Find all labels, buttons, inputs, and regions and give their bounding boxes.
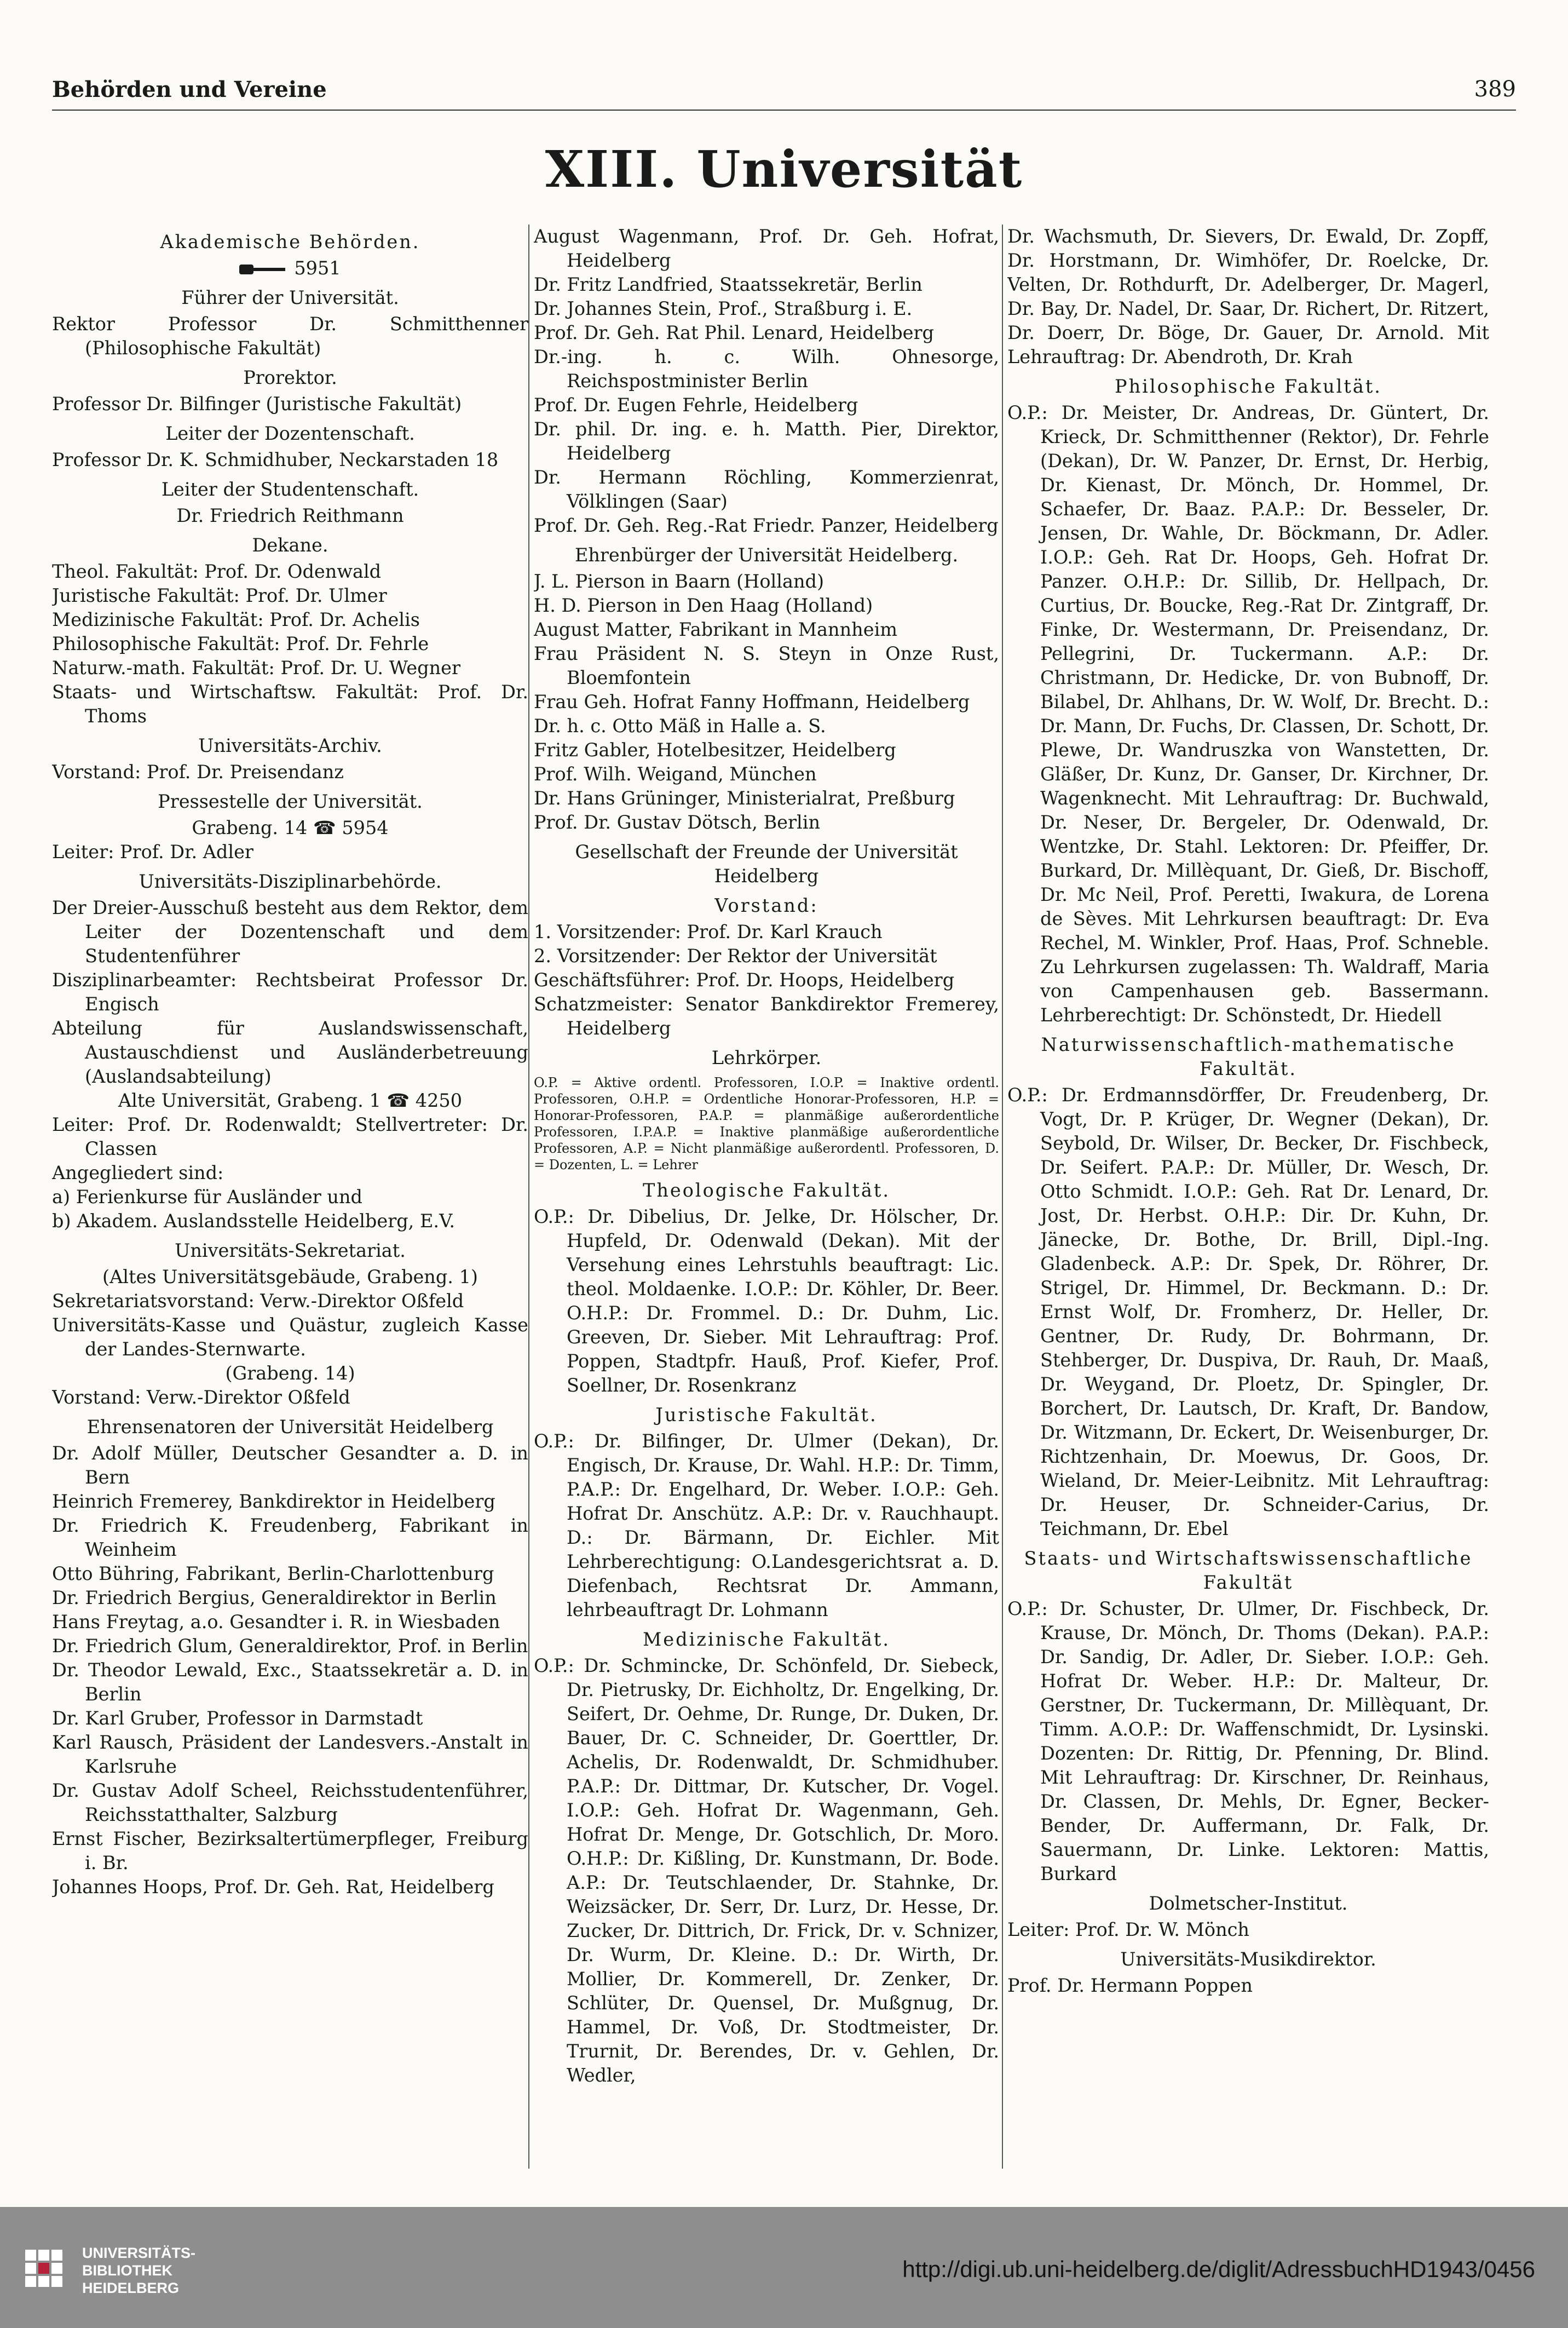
- page-number: 389: [1474, 77, 1516, 102]
- entry: Professor Dr. K. Schmidhuber, Neckarstaden 18: [52, 449, 499, 470]
- section-heading: Juristische Fakultät.: [655, 1404, 878, 1425]
- entry: Vorstand: Prof. Dr. Preisendanz: [52, 761, 344, 783]
- entry: Prof. Dr. Gustav Dötsch, Berlin: [534, 812, 821, 833]
- section-heading: Universitäts-Disziplinarbehörde.: [139, 871, 442, 892]
- entry: Universitäts-Kasse und Quästur, zugleich Kasse der Landes-Sternwarte.: [52, 1314, 528, 1360]
- entry: 1. Vorsitzender: Prof. Dr. Karl Krauch: [534, 921, 883, 942]
- entry: August Wagenmann, Prof. Dr. Geh. Hofrat, Heidelberg: [534, 226, 999, 271]
- running-head-title: Behörden und Vereine: [52, 77, 327, 102]
- entry: Juristische Fakultät: Prof. Dr. Ulmer: [52, 585, 387, 606]
- entry: a) Ferienkurse für Ausländer und: [52, 1186, 362, 1208]
- section-heading: Universitäts-Sekretariat.: [175, 1240, 406, 1261]
- entry: Dr. Johannes Stein, Prof., Straßburg i. E.: [534, 298, 913, 319]
- entry: Prof. Dr. Geh. Rat Phil. Lenard, Heidelberg: [534, 322, 934, 343]
- entry: H. D. Pierson in Den Haag (Holland): [534, 595, 873, 616]
- entry: Dr.-ing. h. c. Wilh. Ohnesorge, Reichspostminister Berlin: [534, 346, 999, 392]
- entry: Frau Präsident N. S. Steyn in Onze Rust, Bloemfontein: [534, 643, 999, 688]
- section-heading: Philosophische Fakultät.: [1115, 376, 1382, 397]
- entry: Dr. Adolf Müller, Deutscher Gesandter a. D. in Bern: [52, 1442, 528, 1488]
- centered-line: (Grabeng. 14): [225, 1363, 355, 1384]
- section-heading: Universitäts-Archiv.: [198, 735, 382, 756]
- entry: Staats- und Wirtschaftsw. Fakultät: Prof. Dr. Thoms: [52, 681, 528, 727]
- entry: Dr. Karl Gruber, Professor in Darmstadt: [52, 1708, 423, 1729]
- entry: Frau Geh. Hofrat Fanny Hoffmann, Heidelberg: [534, 691, 970, 712]
- section-heading: Universitäts-Musikdirektor.: [1120, 1948, 1376, 1970]
- source-url-link[interactable]: http://digi.ub.uni-heidelberg.de/diglit/AdressbuchHD1943/0456: [902, 2256, 1535, 2282]
- entry: Dr. Theodor Lewald, Exc., Staatssekretär a. D. in Berlin: [52, 1659, 528, 1705]
- section-heading: Dolmetscher-Institut.: [1149, 1893, 1348, 1914]
- entry: O.P.: Dr. Meister, Dr. Andreas, Dr. Güntert, Dr. Krieck, Dr. Schmitthenner (Rektor), Dr. Fehrle (Dekan), Dr. W. Panzer, Dr. Ernst, Dr. Herbig, Dr. Kienast, Dr. Mönch, Dr. Hommel, Dr. Schaefer, Dr. Baaz. P.A.P.: Dr. Besseler, Dr. Jensen, Dr. Wahle, Dr. Böckmann, Dr. Adler. I.O.P.: Geh. Rat Dr. Hoops, Geh. Hofrat Dr. Panzer. O.H.P.: Dr. Sillib, Dr. Hellpach, Dr. Curtius, Dr. Boucke, Reg.-Rat Dr. Zintgraff, Dr. Finke, Dr. Westermann, Dr. Preisendanz, Dr. Pellegrini, Dr. Tuckermann. A.P.: Dr. Christmann, Dr. Hedicke, Dr. von Bubnoff, Dr. Bilabel, Dr. Ahlhans, Dr. W. Wolf, Dr. Brecht. D.: Dr. Mann, Dr. Fuchs, Dr. Classen, Dr. Schott, Dr. Plewe, Dr. Wandruszka von Wanstetten, Dr. Gläßer, Dr. Kunz, Dr. Ganser, Dr. Kirchner, Dr. Wagenknecht. Mit Lehrauftrag: Dr. Buchwald, Dr. Neser, Dr. Bergeler, Dr. Odenwald, Dr. Wentzke, Dr. Stahl. Lektoren: Dr. Pfeiffer, Dr. Burkard, Dr. Millèquant, Dr. Gieß, Dr. Bischoff, Dr. Mc Neil, Prof. Peretti, Iwakura, de Lorena de Sèves. Mit Lehrkursen beauftragt: Dr. Eva Rechel, M. Winkler, Prof. Haas, Prof. Schneble. Zu Lehrkursen zugelassen: Th. Waldraff, Maria von Campenhausen geb. Bassermann. Lehrberechtigt: Dr. Schönstedt, Dr. Hiedell: [1007, 402, 1489, 1026]
- entry: Karl Rausch, Präsident der Landesvers.-Anstalt in Karlsruhe: [52, 1732, 528, 1777]
- entry: Geschäftsführer: Prof. Dr. Hoops, Heidelberg: [534, 969, 955, 991]
- column-rule: [528, 225, 529, 2169]
- column-2: [534, 225, 999, 2196]
- entry: Ernst Fischer, Bezirksaltertümerpfleger, Freiburg i. Br.: [52, 1828, 528, 1873]
- entry: Professor Dr. Bilfinger (Juristische Fakultät): [52, 393, 462, 415]
- entry: Dr. Friedrich Bergius, Generaldirektor in Berlin: [52, 1587, 497, 1608]
- entry: O.P.: Dr. Dibelius, Dr. Jelke, Dr. Hölscher, Dr. Hupfeld, Dr. Odenwald (Dekan). Mit der Versehung eines Lehrstuhls beauftragt: Lic. theol. Moldaenke. I.O.P.: Dr. Köhler, Dr. Beer. O.H.P.: Dr. Frommel. D.: Dr. Duhm, Lic. Greeven, Dr. Sieber. Mit Lehrauftrag: Prof. Poppen, Stadtpfr. Hauß, Prof. Kiefer, Prof. Soellner, Dr. Rosenkranz: [534, 1206, 999, 1396]
- entry: O.P.: Dr. Schmincke, Dr. Schönfeld, Dr. Siebeck, Dr. Pietrusky, Dr. Eichholtz, Dr. Engelking, Dr. Seifert, Dr. Oehme, Dr. Runge, Dr. Duken, Dr. Bauer, Dr. C. Schneider, Dr. Goerttler, Dr. Achelis, Dr. Rodenwaldt, Dr. Schmidhuber. P.A.P.: Dr. Dittmar, Dr. Kutscher, Dr. Vogel. I.O.P.: Geh. Hofrat Dr. Wagenmann, Geh. Hofrat Dr. Menge, Dr. Gotschlich, Dr. Moro. O.H.P.: Dr. Kißling, Dr. Kunstmann, Dr. Bode. A.P.: Dr. Teutschlaender, Dr. Stahnke, Dr. Weizsäcker, Dr. Serr, Dr. Lurz, Dr. Hesse, Dr. Zucker, Dr. Dittrich, Dr. Frick, Dr. v. Schnizer, Dr. Wurm, Dr. Kleine. D.: Dr. Wirth, Dr. Mollier, Dr. Kommerell, Dr. Zenker, Dr. Schlüter, Dr. Quensel, Dr. Mußgnug, Dr. Hammel, Dr. Voß, Dr. Stodtmeister, Dr. Trurnit, Dr. Berendes, Dr. v. Gehlen, Dr. Wedler,: [534, 1655, 999, 2086]
- column-1: [52, 225, 528, 2196]
- section-heading: Prorektor.: [243, 367, 337, 388]
- entry: Schatzmeister: Senator Bankdirektor Fremerey, Heidelberg: [534, 993, 999, 1039]
- section-heading: Gesellschaft der Freunde der Universität Heidelberg: [575, 841, 958, 887]
- entry: Hans Freytag, a.o. Gesandter i. R. in Wiesbaden: [52, 1611, 500, 1633]
- section-heading: Vorstand:: [714, 895, 818, 916]
- logo-line: UNIVERSITÄTS-: [82, 2245, 196, 2261]
- entry: Angegliedert sind:: [52, 1162, 224, 1183]
- section-heading: Pressestelle der Universität.: [158, 791, 423, 812]
- centered-line: Grabeng. 14 ☎ 5954: [192, 817, 389, 838]
- column-rule: [1002, 225, 1003, 2169]
- library-logo-icon: [23, 2247, 65, 2289]
- entry: J. L. Pierson in Baarn (Holland): [534, 571, 825, 592]
- entry: Naturw.-math. Fakultät: Prof. Dr. U. Wegner: [52, 657, 460, 679]
- section-heading: Theologische Fakultät.: [642, 1180, 891, 1201]
- entry: Dr. phil. Dr. ing. e. h. Matth. Pier, Direktor, Heidelberg: [534, 418, 999, 464]
- entry: Prof. Dr. Geh. Reg.-Rat Friedr. Panzer, Heidelberg: [534, 515, 999, 536]
- entry: Dr. Wachsmuth, Dr. Sievers, Dr. Ewald, Dr. Zopff, Dr. Horstmann, Dr. Wimhöfer, Dr. Roelcke, Dr. Velten, Dr. Rothdurft, Dr. Adelberger, Dr. Magerl, Dr. Bay, Dr. Nadel, Dr. Saar, Dr. Richert, Dr. Ritzert, Dr. Doerr, Dr. Böge, Dr. Gauer, Dr. Arnold. Mit Lehrauftrag: Dr. Abendroth, Dr. Krah: [1007, 226, 1489, 367]
- entry: Dr. Hans Grüninger, Ministerialrat, Preßburg: [534, 788, 955, 809]
- entry: Leiter: Prof. Dr. W. Mönch: [1007, 1919, 1249, 1940]
- entry: Abteilung für Auslandswissenschaft, Austauschdienst und Ausländerbetreuung (Auslandsabteilung): [52, 1018, 528, 1087]
- entry: Dr. Hermann Röchling, Kommerzienrat, Völklingen (Saar): [534, 467, 999, 512]
- entry: 2. Vorsitzender: Der Rektor der Universität: [534, 945, 937, 967]
- section-heading: Leiter der Dozentenschaft.: [165, 423, 415, 444]
- section-heading: Naturwissenschaftlich-mathematische Fakultät.: [1041, 1034, 1456, 1079]
- entry: Disziplinarbeamter: Rechtsbeirat Professor Dr. Engisch: [52, 969, 528, 1015]
- section-heading: Ehrensenatoren der Universität Heidelberg: [87, 1416, 494, 1438]
- entry: Fritz Gabler, Hotelbesitzer, Heidelberg: [534, 739, 896, 761]
- section-heading: Leiter der Studentenschaft.: [161, 479, 419, 500]
- logo-line: HEIDELBERG: [82, 2280, 180, 2296]
- centered-line: Alte Universität, Grabeng. 1 ☎ 4250: [118, 1090, 463, 1111]
- running-head: [52, 77, 1516, 111]
- centered-line: Dr. Friedrich Reithmann: [176, 505, 404, 526]
- entry: Prof. Wilh. Weigand, München: [534, 763, 817, 785]
- entry: Dr. Fritz Landfried, Staatssekretär, Berlin: [534, 274, 923, 295]
- entry: Heinrich Fremerey, Bankdirektor in Heidelberg: [52, 1491, 495, 1512]
- section-heading: Ehrenbürger der Universität Heidelberg.: [574, 544, 959, 566]
- telephone-number: [52, 256, 528, 280]
- section-heading: Akademische Behörden.: [160, 231, 420, 252]
- abbreviation-note: O.P. = Aktive ordentl. Professoren, I.O.P. = Inaktive ordentl. Professoren, O.H.P. = Ordentliche Honorar-Professoren, H.P. = Honorar-Professoren, P.A.P. = planmäßige außerordentliche Professoren, I.P.A.P. = Inaktive planmäßige außerordentliche Professoren, A.P. = Nicht planmäßige außerordentl. Professoren, D. = Dozenten, L. = Lehrer: [534, 1075, 999, 1172]
- centered-line: (Altes Universitätsgebäude, Grabeng. 1): [102, 1266, 478, 1287]
- entry: Prof. Dr. Eugen Fehrle, Heidelberg: [534, 394, 858, 416]
- entry: Prof. Dr. Hermann Poppen: [1007, 1975, 1253, 1996]
- telephone-number-text: 5951: [294, 257, 341, 279]
- entry: Dr. Friedrich K. Freudenberg, Fabrikant in Weinheim: [52, 1515, 528, 1560]
- chapter-title: XIII. Universität: [545, 140, 1023, 199]
- entry: Philosophische Fakultät: Prof. Dr. Fehrle: [52, 633, 429, 654]
- entry: Medizinische Fakultät: Prof. Dr. Achelis: [52, 609, 420, 630]
- entry: Otto Bühring, Fabrikant, Berlin-Charlottenburg: [52, 1563, 494, 1584]
- entry: Sekretariatsvorstand: Verw.-Direktor Oßfeld: [52, 1290, 464, 1312]
- logo-line: BIBLIOTHEK: [82, 2262, 172, 2279]
- entry: b) Akadem. Auslandsstelle Heidelberg, E.V.: [52, 1210, 456, 1232]
- viewer-footer: [0, 2207, 1568, 2328]
- entry: Der Dreier-Ausschuß besteht aus dem Rektor, dem Leiter der Dozentenschaft und dem Studentenführer: [52, 897, 528, 967]
- library-logo-text: [82, 2244, 195, 2297]
- section-heading: Führer der Universität.: [181, 287, 399, 308]
- entry: O.P.: Dr. Bilfinger, Dr. Ulmer (Dekan), Dr. Engisch, Dr. Krause, Dr. Wahl. H.P.: Dr. Timm, P.A.P.: Dr. Engelhard, Dr. Weber. I.O.P.: Geh. Hofrat Dr. Anschütz. A.P.: Dr. v. Rauchhaupt. D.: Dr. Bärmann, Dr. Eichler. Mit Lehrberechtigung: O.Landesgerichtsrat a. D. Diefenbach, Rechtsrat Dr. Ammann, lehrbeauftragt Dr. Lohmann: [534, 1430, 999, 1620]
- entry: Dr. Gustav Adolf Scheel, Reichsstudentenführer, Reichsstatthalter, Salzburg: [52, 1780, 528, 1825]
- entry: Dr. h. c. Otto Mäß in Halle a. S.: [534, 715, 826, 737]
- entry: Rektor Professor Dr. Schmitthenner (Philosophische Fakultät): [52, 313, 528, 359]
- entry: Leiter: Prof. Dr. Rodenwaldt; Stellvertreter: Dr. Classen: [52, 1114, 528, 1159]
- telephone-icon: [239, 263, 289, 275]
- entry: Vorstand: Verw.-Direktor Oßfeld: [52, 1387, 350, 1408]
- entry: Johannes Hoops, Prof. Dr. Geh. Rat, Heidelberg: [52, 1876, 494, 1898]
- entry: Leiter: Prof. Dr. Adler: [52, 841, 253, 863]
- entry: Dr. Friedrich Glum, Generaldirektor, Prof. in Berlin: [52, 1635, 528, 1657]
- column-3: [1007, 225, 1489, 2196]
- section-heading: Staats- und Wirtschaftswissenschaftliche Fakultät: [1024, 1548, 1473, 1593]
- section-heading: Medizinische Fakultät.: [642, 1629, 891, 1650]
- section-heading: Lehrkörper.: [711, 1047, 822, 1068]
- entry: Theol. Fakultät: Prof. Dr. Odenwald: [52, 561, 382, 582]
- section-heading: Dekane.: [252, 534, 328, 556]
- entry: August Matter, Fabrikant in Mannheim: [534, 619, 898, 640]
- entry: O.P.: Dr. Schuster, Dr. Ulmer, Dr. Fischbeck, Dr. Krause, Dr. Mönch, Dr. Thoms (Dekan). P.A.P.: Dr. Sandig, Dr. Adler, Dr. Sieber. I.O.P.: Geh. Hofrat Dr. Weber. H.P.: Dr. Malteur, Dr. Gerstner, Dr. Tuckermann, Dr. Millèquant, Dr. Timm. A.O.P.: Dr. Waffenschmidt, Dr. Lysinski. Dozenten: Dr. Rittig, Dr. Pfenning, Dr. Blind. Mit Lehrauftrag: Dr. Kirschner, Dr. Reinhaus, Dr. Classen, Dr. Mehls, Dr. Egner, Becker-Bender, Dr. Auffermann, Dr. Falk, Dr. Sauermann, Dr. Linke. Lektoren: Mattis, Burkard: [1007, 1598, 1489, 1884]
- entry: O.P.: Dr. Erdmannsdörffer, Dr. Freudenberg, Dr. Vogt, Dr. P. Krüger, Dr. Wegner (Dekan), Dr. Seybold, Dr. Wilser, Dr. Becker, Dr. Fischbeck, Dr. Seifert. P.A.P.: Dr. Müller, Dr. Wesch, Dr. Otto Schmidt. I.O.P.: Geh. Rat Dr. Lenard, Dr. Jost, Dr. Herbst. O.H.P.: Dir. Dr. Kuhn, Dr. Jänecke, Dr. Bothe, Dr. Brill, Dipl.-Ing. Gladenbeck. A.P.: Dr. Spek, Dr. Röhrer, Dr. Strigel, Dr. Himmel, Dr. Beckmann. D.: Dr. Ernst Wolf, Dr. Fromherz, Dr. Heller, Dr. Gentner, Dr. Rudy, Dr. Bohrmann, Dr. Stehberger, Dr. Duspiva, Dr. Rauh, Dr. Maaß, Dr. Weygand, Dr. Ploetz, Dr. Spingler, Dr. Borchert, Dr. Lautsch, Dr. Kraft, Dr. Bandow, Dr. Witzmann, Dr. Eckert, Dr. Weisenburger, Dr. Richtzenhain, Dr. Moewus, Dr. Goos, Dr. Wieland, Dr. Meier-Leibnitz. Mit Lehrauftrag: Dr. Heuser, Dr. Schneider-Carius, Dr. Teichmann, Dr. Ebel: [1007, 1084, 1489, 1539]
